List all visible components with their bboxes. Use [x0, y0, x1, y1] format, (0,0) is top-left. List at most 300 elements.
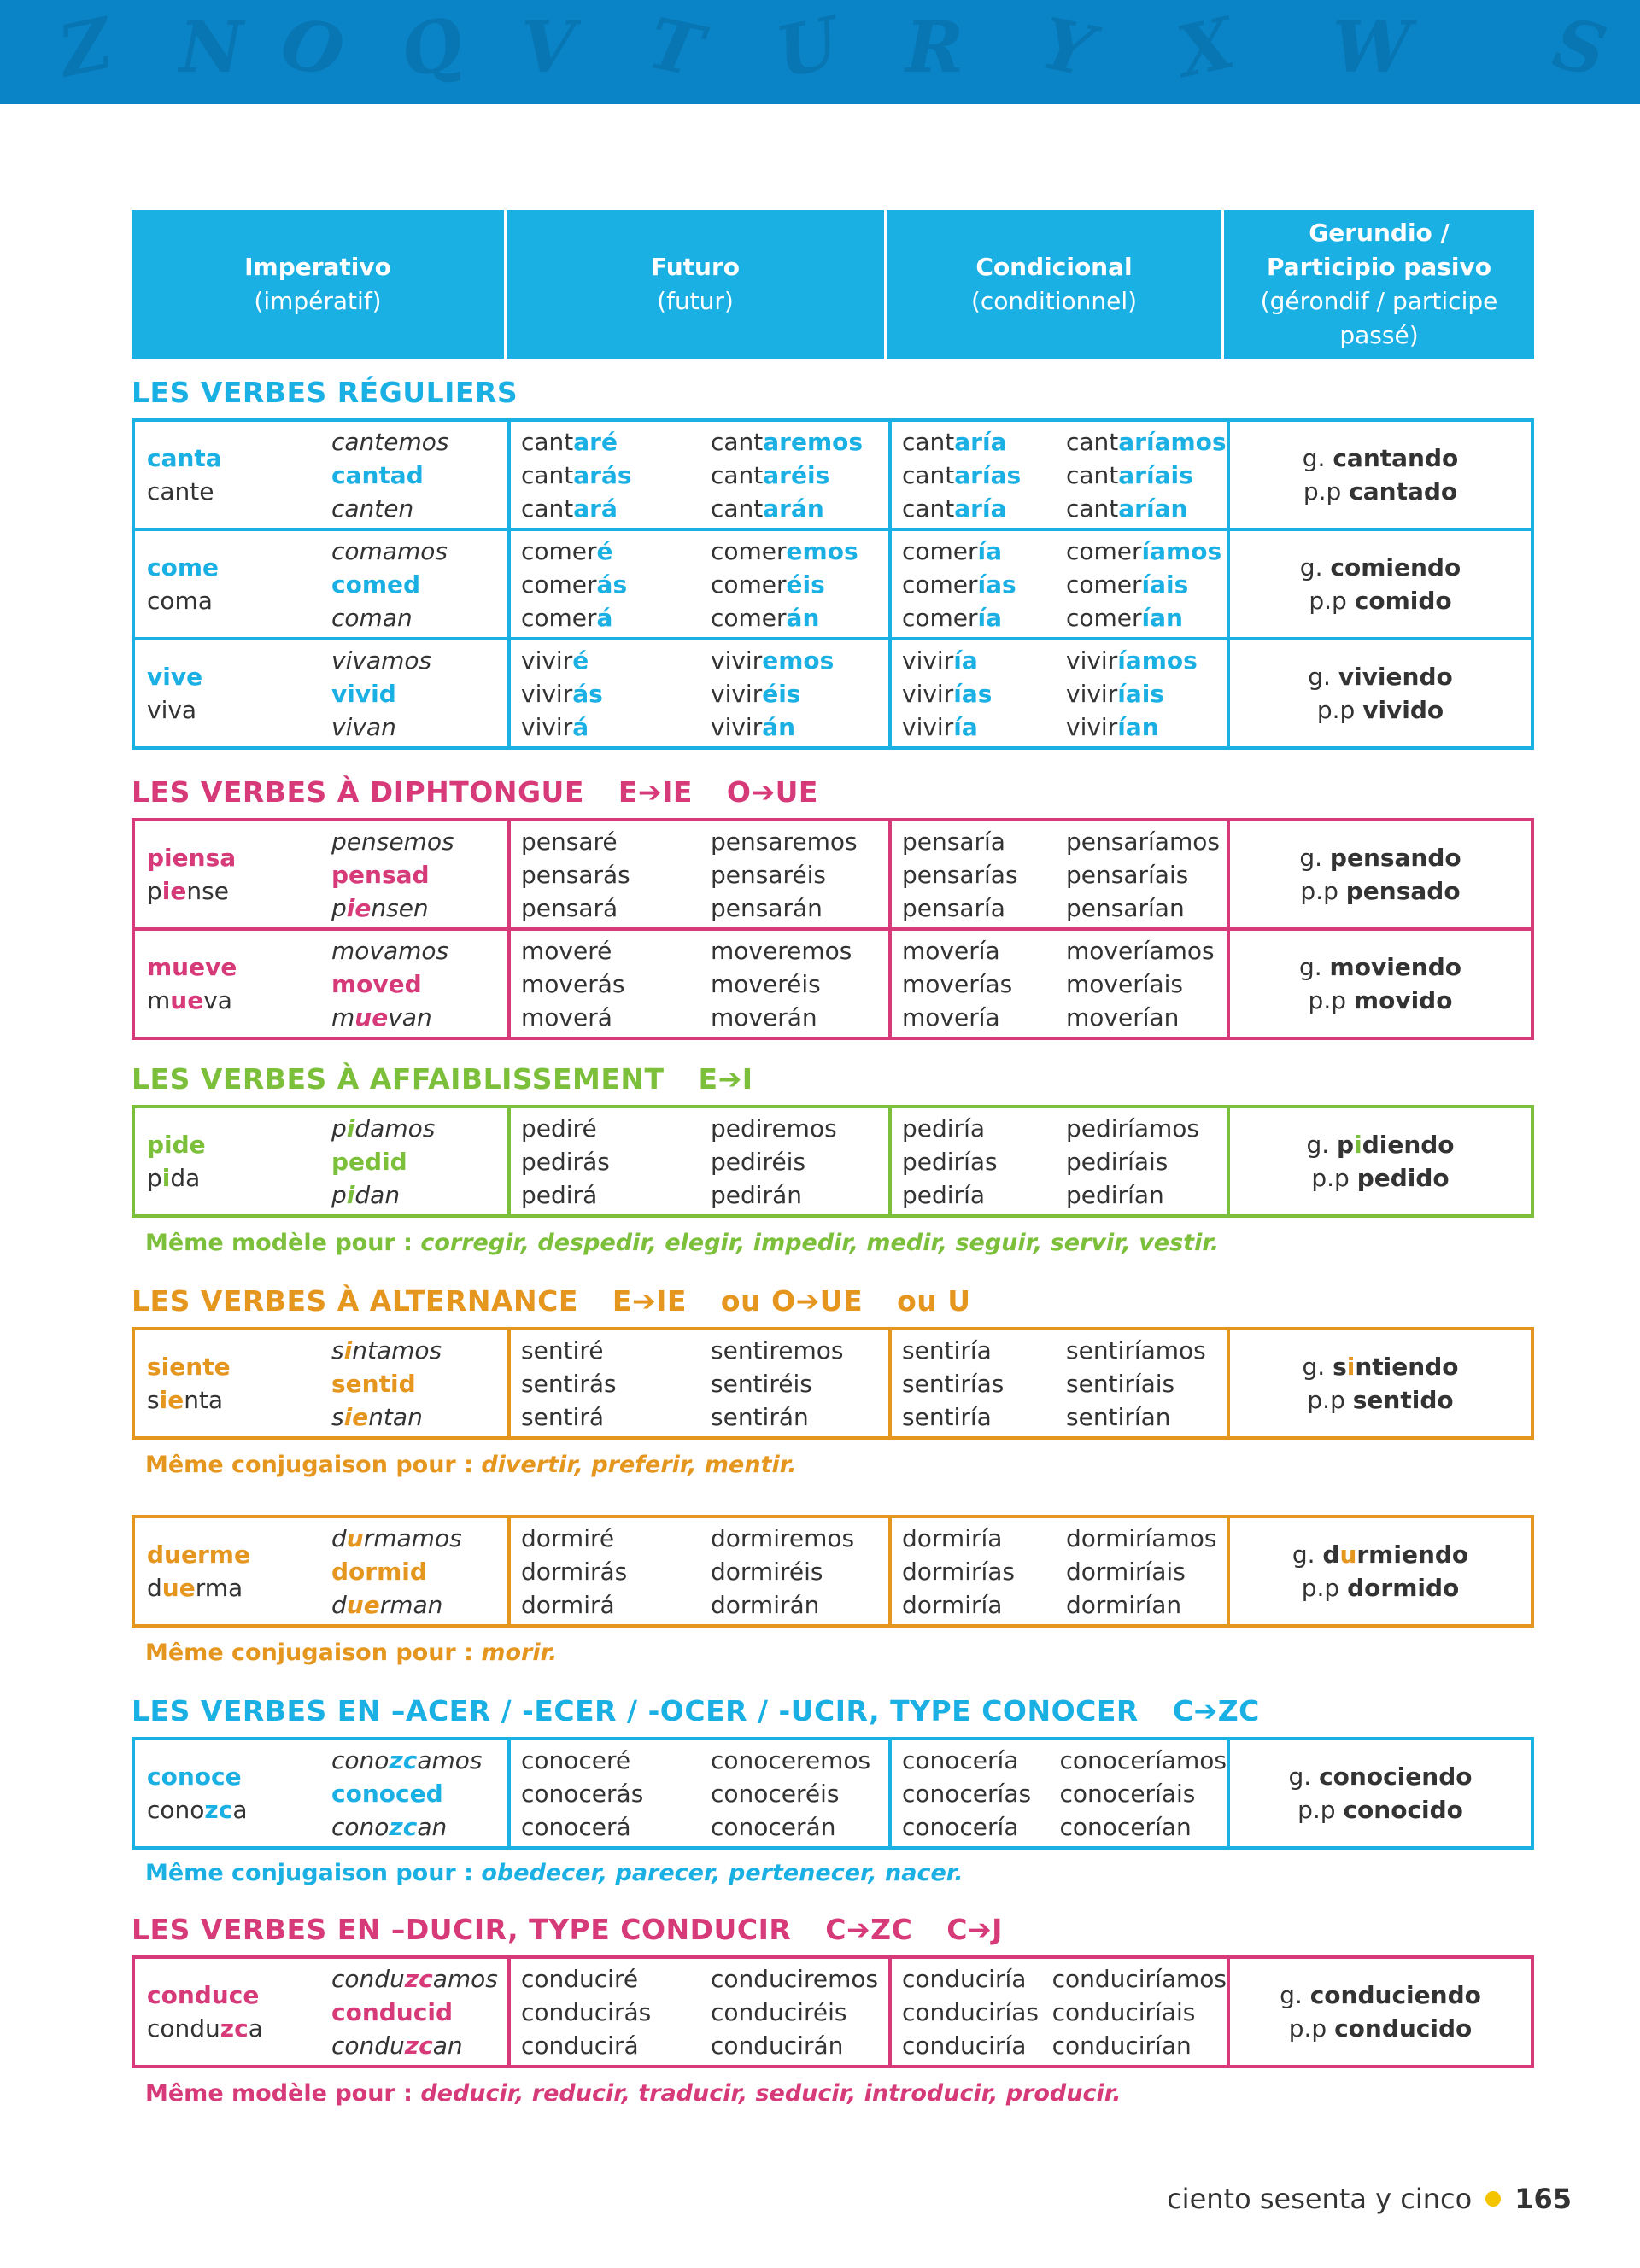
gerund-cell	[1227, 821, 1531, 927]
band-letter: X	[1170, 2, 1241, 94]
conditional-cell-column	[892, 931, 1066, 1037]
imperative-main	[135, 422, 331, 528]
verb-form: pediría	[902, 1114, 986, 1143]
imperative-form: piense	[147, 877, 229, 905]
verb-form: conducirán	[711, 2031, 844, 2060]
section-title	[132, 1284, 971, 1318]
verb-form: conduciría	[902, 2031, 1027, 2060]
verb-form: cantaré	[521, 427, 618, 456]
verb-row	[135, 1108, 1531, 1214]
imperative-plural	[331, 640, 431, 746]
band-letter: Z	[51, 2, 120, 94]
section-title-part: O➔UE	[726, 775, 818, 809]
conditional-cell-column	[892, 1330, 1066, 1436]
gerund: g. conociendo	[1288, 1762, 1473, 1791]
imperative-cell	[135, 640, 507, 746]
imperative-form: pidan	[331, 1180, 401, 1209]
past-participle: p.p conducido	[1288, 2014, 1473, 2043]
verb-form: pensarías	[902, 860, 1018, 889]
future-cell-column	[711, 1959, 888, 2065]
verb-table	[132, 1737, 1534, 1850]
conditional-cell-column	[1066, 1330, 1227, 1436]
imperative-cell	[135, 821, 507, 927]
conditional-cell-column	[892, 821, 1066, 927]
imperative-form: vivamos	[331, 646, 432, 675]
header-main: Condicional	[975, 253, 1133, 281]
verb-row	[135, 637, 1531, 746]
verb-form: sentirían	[1066, 1402, 1171, 1431]
conditional-cell-column	[892, 640, 1066, 746]
imperative-form: conozcamos	[331, 1745, 483, 1774]
future-cell	[507, 422, 888, 528]
imperative-form: piensa	[147, 844, 237, 872]
verb-form: conocerán	[711, 1812, 836, 1841]
imperative-form: mueva	[147, 986, 232, 1014]
verb-form: pedirías	[902, 1147, 998, 1176]
future-cell-column	[511, 640, 711, 746]
verb-form: cantarían	[1066, 494, 1188, 523]
section-title-part: ou O➔UE	[720, 1284, 864, 1318]
section-title	[132, 1913, 1003, 1946]
imperative-plural	[331, 1959, 498, 2065]
imperative-form: comamos	[331, 536, 448, 565]
verb-form: cantaría	[902, 427, 1007, 456]
conditional-cell-column	[892, 1740, 1060, 1846]
verb-form: conoceríais	[1059, 1779, 1196, 1808]
imperative-form: dormid	[331, 1557, 427, 1586]
top-banner	[0, 0, 1640, 104]
verb-form: conduciríamos	[1051, 1964, 1227, 1993]
verb-table	[132, 1105, 1534, 1218]
section-title-part: C➔ZC	[1172, 1694, 1260, 1727]
verb-form: conducirías	[902, 1997, 1040, 2026]
future-cell	[507, 931, 888, 1037]
verb-form: viviréis	[711, 679, 801, 708]
verb-form: moverás	[521, 969, 625, 998]
gerund-cell	[1227, 1108, 1531, 1214]
imperative-cell	[135, 1959, 507, 2065]
verb-form: conducirían	[1051, 2031, 1192, 2060]
verb-table	[132, 1327, 1534, 1440]
band-letter: R	[905, 7, 964, 89]
imperative-form: siente	[147, 1353, 231, 1381]
future-cell	[507, 531, 888, 637]
verb-row	[135, 528, 1531, 637]
gerund: g. comiendo	[1299, 553, 1461, 582]
verb-form: comerás	[521, 570, 628, 599]
verb-form: comeréis	[711, 570, 825, 599]
verb-form: pensarás	[521, 860, 630, 889]
verb-form: pensaríamos	[1066, 827, 1220, 856]
conditional-cell-column	[892, 1108, 1066, 1214]
verb-form: comerían	[1066, 603, 1183, 632]
verb-form: pedirán	[711, 1180, 802, 1209]
future-cell-column	[511, 931, 711, 1037]
verb-form: comeríais	[1066, 570, 1189, 599]
verb-form: moverías	[902, 969, 1013, 998]
verb-table	[132, 1955, 1534, 2068]
verb-form: viviría	[902, 646, 978, 675]
header-sub: (conditionnel)	[970, 287, 1138, 315]
imperative-cell	[135, 1330, 507, 1436]
band-letter: V	[521, 7, 576, 89]
verb-form: dormirán	[711, 1590, 820, 1619]
imperative-form: conozcan	[331, 1812, 448, 1841]
verb-form: sentiríamos	[1066, 1336, 1206, 1365]
verb-form: cantará	[521, 494, 618, 523]
imperative-form: conduce	[147, 1981, 260, 2009]
imperative-form: pedid	[331, 1147, 407, 1176]
conditional-cell-column	[1066, 531, 1227, 637]
section-title-part: E➔IE	[618, 775, 693, 809]
imperative-form: mueve	[147, 953, 237, 981]
verb-form: viviríais	[1066, 679, 1164, 708]
header-sub: (futur)	[657, 287, 734, 315]
future-cell	[507, 821, 888, 927]
imperative-cell	[135, 931, 507, 1037]
imperative-form: sientan	[331, 1402, 423, 1431]
verb-form: vivirán	[711, 712, 796, 741]
future-cell-column	[511, 1108, 711, 1214]
footer-dot	[1485, 2191, 1501, 2207]
imperative-plural	[331, 422, 449, 528]
future-cell-column	[511, 821, 711, 927]
future-cell-column	[711, 1740, 888, 1846]
footer-text: ciento sesenta y cinco	[1167, 2183, 1473, 2215]
imperative-form: durmamos	[331, 1523, 462, 1552]
verb-form: moveríais	[1066, 969, 1184, 998]
verb-form: conduciría	[902, 1964, 1027, 1993]
conditional-cell-column	[1066, 931, 1227, 1037]
imperative-form: coma	[147, 587, 213, 615]
past-participle: p.p conocido	[1297, 1796, 1463, 1824]
imperative-form: moved	[331, 969, 422, 998]
header-sub: (impératif)	[254, 287, 382, 315]
imperative-form: conoced	[331, 1779, 443, 1808]
band-letter: T	[641, 2, 710, 94]
conditional-cell-column	[1060, 1740, 1227, 1846]
verb-form: pediréis	[711, 1147, 806, 1176]
gerund: g. sintiendo	[1302, 1353, 1459, 1381]
imperative-form: duerme	[147, 1540, 250, 1569]
section-title-part: E➔IE	[612, 1284, 687, 1318]
verb-form: conducirá	[521, 2031, 639, 2060]
section-title	[132, 1694, 1260, 1727]
section-title-part: LES VERBES RÉGULIERS	[132, 376, 518, 409]
future-cell	[507, 1740, 888, 1846]
future-cell-column	[711, 531, 888, 637]
conditional-cell-column	[1066, 1518, 1227, 1624]
imperative-main	[135, 640, 331, 746]
verb-form: cantarías	[902, 460, 1022, 489]
column-header-bar	[132, 210, 1534, 359]
header-imperativo	[132, 210, 504, 359]
verb-form: moverá	[521, 1002, 612, 1032]
same-model-note: Même conjugaison pour : obedecer, parecer, pertenecer, nacer.	[145, 1860, 964, 1886]
imperative-form: sentid	[331, 1369, 416, 1398]
verb-form: movería	[902, 1002, 1000, 1032]
gerund: g. moviendo	[1298, 953, 1462, 981]
future-cell-column	[511, 1518, 711, 1624]
section-title	[132, 376, 518, 409]
band-letter: O	[273, 1, 351, 95]
conditional-cell-column	[892, 1518, 1066, 1624]
conditional-cell	[888, 1959, 1227, 2065]
conditional-cell	[888, 531, 1227, 637]
verb-form: vivirá	[521, 712, 589, 741]
verb-row	[135, 927, 1531, 1037]
gerund-cell	[1227, 1518, 1531, 1624]
verb-form: dormiríais	[1066, 1557, 1186, 1586]
imperative-plural	[331, 1108, 435, 1214]
verb-form: comeré	[521, 536, 613, 565]
verb-form: pensaremos	[711, 827, 858, 856]
header-main: Imperativo	[244, 253, 391, 281]
verb-row	[135, 1959, 1531, 2065]
band-letter: U	[769, 1, 846, 95]
section-title-part: ou U	[897, 1284, 971, 1318]
verb-form: conduciré	[521, 1964, 639, 1993]
verb-form: pedirás	[521, 1147, 610, 1176]
imperative-form: movamos	[331, 936, 449, 965]
gerund: g. pidiendo	[1306, 1131, 1455, 1159]
imperative-form: vivan	[331, 712, 396, 741]
section-title-part: LES VERBES À DIPHTONGUE	[132, 775, 584, 809]
verb-form: vivirás	[521, 679, 603, 708]
conditional-cell-column	[1066, 422, 1227, 528]
verb-form: dormirías	[902, 1557, 1016, 1586]
verb-row	[135, 1518, 1531, 1624]
verb-form: pensaríais	[1066, 860, 1189, 889]
verb-form: moverán	[711, 1002, 817, 1032]
verb-form: sentiré	[521, 1336, 604, 1365]
verb-form: pensaré	[521, 827, 618, 856]
imperative-form: conducid	[331, 1997, 453, 2026]
imperative-form: come	[147, 553, 219, 582]
verb-form: dormiríamos	[1066, 1523, 1217, 1552]
gerund-cell	[1227, 1330, 1531, 1436]
verb-form: pensarán	[711, 893, 823, 922]
verb-table	[132, 818, 1534, 1040]
conditional-cell	[888, 1108, 1227, 1214]
verb-form: cantaréis	[711, 460, 830, 489]
imperative-form: sienta	[147, 1386, 224, 1414]
conditional-cell	[888, 931, 1227, 1037]
imperative-cell	[135, 531, 507, 637]
future-cell-column	[711, 931, 888, 1037]
conditional-cell	[888, 1740, 1227, 1846]
same-model-note: Même modèle pour : deducir, reducir, traducir, seducir, introducir, producir.	[145, 2080, 1122, 2107]
verb-form: viviríamos	[1066, 646, 1198, 675]
section-title	[132, 775, 818, 809]
verb-form: conocerás	[521, 1779, 644, 1808]
imperative-main	[135, 1959, 331, 2065]
verb-form: conoceremos	[711, 1745, 871, 1774]
verb-form: conduciremos	[711, 1964, 879, 1993]
future-cell-column	[711, 821, 888, 927]
header-futuro	[504, 210, 884, 359]
verb-form: comerán	[711, 603, 820, 632]
verb-form: conoceré	[521, 1745, 631, 1774]
verb-form: pediríamos	[1066, 1114, 1199, 1143]
imperative-form: canta	[147, 444, 222, 472]
section-title-part: E➔I	[698, 1062, 753, 1096]
gerund-cell	[1227, 1740, 1531, 1846]
band-letter: N	[179, 7, 243, 89]
verb-form: conduciréis	[711, 1997, 847, 2026]
past-participle: p.p dormido	[1301, 1574, 1460, 1602]
verb-form: comeremos	[711, 536, 858, 565]
same-model-note: Même conjugaison pour : morir.	[145, 1640, 558, 1666]
verb-form: moveríamos	[1066, 936, 1215, 965]
verb-form: cantaremos	[711, 427, 864, 456]
imperative-form: cantad	[331, 460, 424, 489]
imperative-main	[135, 1518, 331, 1624]
verb-form: cantarás	[521, 460, 632, 489]
section-title-part: LES VERBES EN –DUCIR, TYPE CONDUCIR	[132, 1913, 792, 1946]
imperative-form: conduzca	[147, 2014, 263, 2043]
verb-form: dormirían	[1066, 1590, 1182, 1619]
imperative-form: conduzcamos	[331, 1964, 498, 1993]
future-cell-column	[711, 1518, 888, 1624]
section-title-part: LES VERBES À AFFAIBLISSEMENT	[132, 1062, 665, 1096]
gerund-cell	[1227, 1959, 1531, 2065]
future-cell-column	[511, 422, 711, 528]
verb-form: pensaría	[902, 827, 1005, 856]
verb-form: conducirás	[521, 1997, 652, 2026]
imperative-form: coman	[331, 603, 413, 632]
conditional-cell-column	[892, 531, 1066, 637]
verb-form: comería	[902, 536, 1003, 565]
verb-form: pensaría	[902, 893, 1005, 922]
imperative-form: vivid	[331, 679, 396, 708]
future-cell-column	[511, 1959, 711, 2065]
verb-form: cantarán	[711, 494, 824, 523]
imperative-form: muevan	[331, 1002, 432, 1032]
band-letter: Q	[393, 1, 471, 95]
imperative-form: conoce	[147, 1762, 242, 1791]
imperative-plural	[331, 931, 448, 1037]
gerund-cell	[1227, 640, 1531, 746]
conditional-cell-column	[1066, 1108, 1227, 1214]
verb-form: sentirías	[902, 1369, 1004, 1398]
past-participle: p.p movido	[1308, 986, 1453, 1014]
verb-form: conocerá	[521, 1812, 631, 1841]
verb-table	[132, 418, 1534, 750]
imperative-plural	[331, 1330, 442, 1436]
imperative-cell	[135, 1740, 507, 1846]
verb-form: moveré	[521, 936, 612, 965]
conditional-cell	[888, 640, 1227, 746]
verb-form: conoceríamos	[1059, 1745, 1227, 1774]
future-cell-column	[711, 640, 888, 746]
past-participle: p.p cantado	[1303, 477, 1458, 506]
verb-form: viviría	[902, 712, 978, 741]
verb-form: sentirán	[711, 1402, 809, 1431]
imperative-form: vive	[147, 663, 203, 691]
imperative-form: conozca	[147, 1796, 248, 1824]
header-main: Gerundio / Participio pasivo	[1267, 219, 1491, 281]
section-title-part: C➔ZC	[825, 1913, 913, 1946]
verb-form: conocería	[902, 1745, 1019, 1774]
imperative-form: pida	[147, 1164, 201, 1192]
verb-table	[132, 1515, 1534, 1628]
conditional-cell-column	[1052, 1959, 1227, 2065]
verb-form: vivirías	[902, 679, 993, 708]
verb-form: sentiremos	[711, 1336, 844, 1365]
verb-form: dormiré	[521, 1523, 615, 1552]
future-cell	[507, 640, 888, 746]
verb-form: dormiremos	[711, 1523, 855, 1552]
verb-row	[135, 821, 1531, 927]
imperative-form: pidamos	[331, 1114, 436, 1143]
future-cell-column	[511, 1740, 711, 1846]
verb-form: conocerías	[902, 1779, 1032, 1808]
imperative-form: duerman	[331, 1590, 443, 1619]
conditional-cell	[888, 821, 1227, 927]
imperative-form: cantemos	[331, 427, 449, 456]
verb-form: pedirá	[521, 1180, 598, 1209]
verb-form: movería	[902, 936, 1000, 965]
gerund-cell	[1227, 422, 1531, 528]
page-number: 165	[1514, 2183, 1572, 2215]
same-model-note: Même conjugaison pour : divertir, preferir, mentir.	[145, 1452, 797, 1478]
verb-form: viviremos	[711, 646, 835, 675]
verb-form: sentiría	[902, 1402, 992, 1431]
band-letter: Y	[1034, 2, 1100, 94]
verb-form: sentirá	[521, 1402, 604, 1431]
verb-form: cantaríais	[1066, 460, 1193, 489]
imperative-cell	[135, 422, 507, 528]
section-title-part: C➔J	[946, 1913, 1003, 1946]
conditional-cell-column	[1066, 640, 1227, 746]
imperative-plural	[331, 531, 448, 637]
verb-form: dormiréis	[711, 1557, 823, 1586]
verb-form: vivirían	[1066, 712, 1159, 741]
gerund-cell	[1227, 531, 1531, 637]
verb-form: dormirás	[521, 1557, 628, 1586]
imperative-cell	[135, 1518, 507, 1624]
future-cell-column	[711, 422, 888, 528]
verb-form: dormiría	[902, 1590, 1003, 1619]
future-cell-column	[711, 1330, 888, 1436]
verb-form: pensarían	[1066, 893, 1185, 922]
verb-form: conoceréis	[711, 1779, 840, 1808]
imperative-form: conduzcan	[331, 2031, 463, 2060]
verb-form: pediré	[521, 1114, 597, 1143]
future-cell-column	[511, 531, 711, 637]
verb-form: pediremos	[711, 1114, 837, 1143]
verb-form: pedirían	[1066, 1180, 1164, 1209]
section-title-part: LES VERBES EN –ACER / -ECER / -OCER / -UCIR, TYPE CONOCER	[132, 1694, 1139, 1727]
past-participle: p.p vivido	[1316, 696, 1444, 724]
imperative-form: viva	[147, 696, 197, 724]
imperative-form: pensemos	[331, 827, 454, 856]
conditional-cell-column	[1066, 821, 1227, 927]
verb-form: comerías	[902, 570, 1016, 599]
verb-form: comeríamos	[1066, 536, 1222, 565]
verb-form: pediría	[902, 1180, 986, 1209]
imperative-main	[135, 1330, 331, 1436]
future-cell	[507, 1108, 888, 1214]
verb-form: pensaréis	[711, 860, 826, 889]
future-cell-column	[511, 1330, 711, 1436]
band-letter: S	[1546, 2, 1614, 94]
imperative-plural	[331, 821, 454, 927]
section-title	[132, 1062, 753, 1096]
imperative-form: sintamos	[331, 1336, 442, 1365]
imperative-form: cante	[147, 477, 214, 506]
